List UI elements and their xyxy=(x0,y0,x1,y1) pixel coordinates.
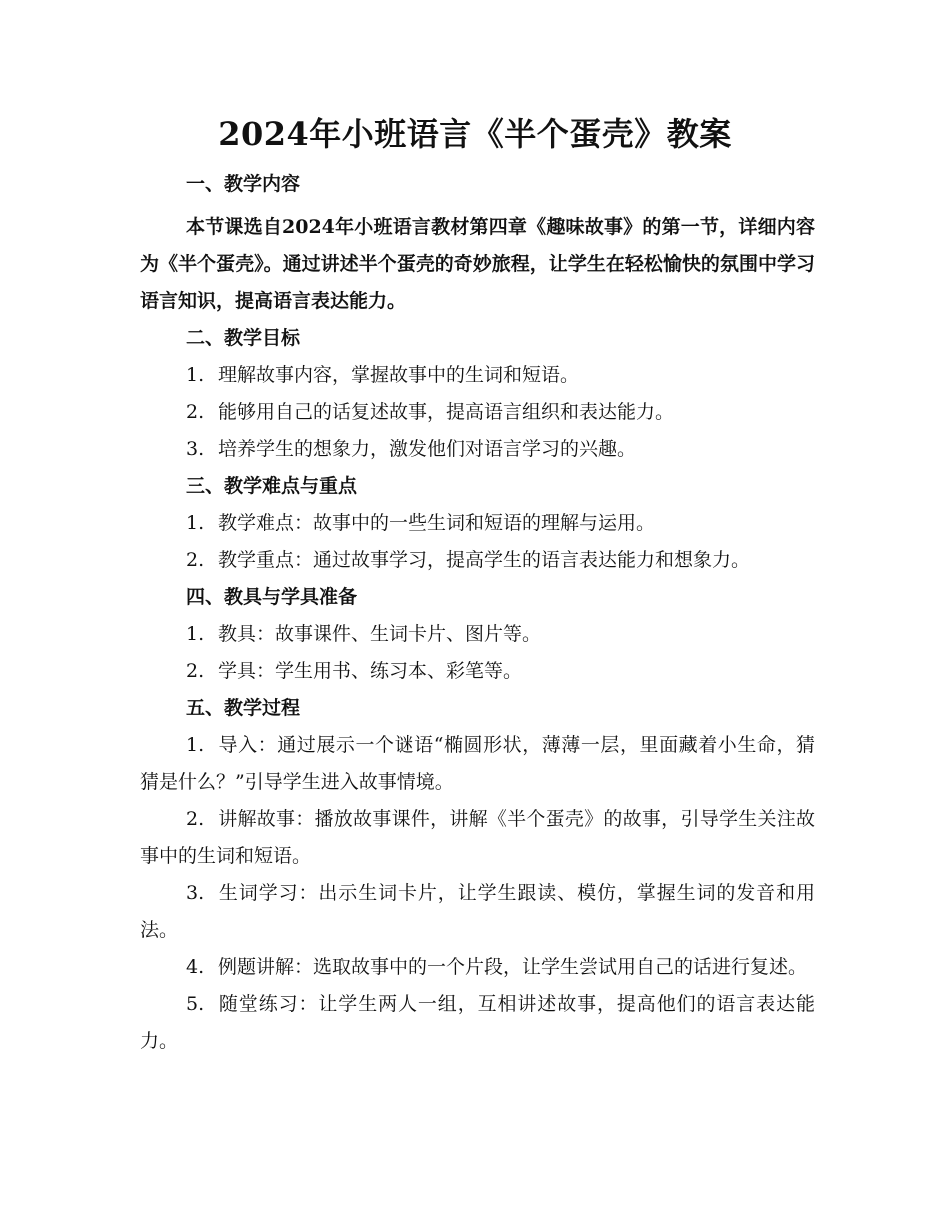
list-text: 理解故事内容，掌握故事中的生词和短语。 xyxy=(218,364,580,386)
list-number: 3. xyxy=(186,882,205,904)
list-number: 5. xyxy=(186,993,205,1015)
list-text: 随堂练习：让学生两人一组，互相讲述故事，提高他们的语言表达能力。 xyxy=(140,993,815,1052)
section-heading: 三、教学难点与重点 xyxy=(186,475,358,497)
list-text: 能够用自己的话复述故事，提高语言组织和表达能力。 xyxy=(218,401,675,423)
list-number: 1. xyxy=(186,623,205,645)
list-text: 例题讲解：选取故事中的一个片段，让学生尝试用自己的话进行复述。 xyxy=(218,956,808,978)
list-text: 导入：通过展示一个谜语“椭圆形状，薄薄一层，里面藏着小生命，猜猜是什么？”引导学生进入故事情境。 xyxy=(140,734,815,793)
process-step xyxy=(140,801,815,875)
section-heading: 五、教学过程 xyxy=(186,697,301,719)
list-text: 教学重点：通过故事学习，提高学生的语言表达能力和想象力。 xyxy=(218,549,751,571)
process-step xyxy=(140,986,815,1060)
list-text: 学具：学生用书、练习本、彩笔等。 xyxy=(218,660,523,682)
document-body xyxy=(140,166,815,1060)
list-number: 1. xyxy=(186,734,205,756)
list-number: 3. xyxy=(186,438,205,460)
section-materials xyxy=(140,579,815,690)
list-item xyxy=(140,431,815,468)
list-item xyxy=(140,357,815,394)
list-number: 4. xyxy=(186,956,205,978)
list-item xyxy=(140,394,815,431)
list-text: 生词学习：出示生词卡片，让学生跟读、模仿，掌握生词的发音和用法。 xyxy=(140,882,815,941)
section-paragraph: 本节课选自2024年小班语言教材第四章《趣味故事》的第一节，详细内容为《半个蛋壳》。通过讲述半个蛋壳的奇妙旅程，让学生在轻松愉快的氛围中学习语言知识，提高语言表达能力。 xyxy=(140,216,815,312)
list-text: 教具：故事课件、生词卡片、图片等。 xyxy=(218,623,542,645)
process-step xyxy=(140,727,815,801)
list-number: 2. xyxy=(186,549,205,571)
section-heading: 二、教学目标 xyxy=(186,327,301,349)
section-difficulties xyxy=(140,468,815,579)
list-text: 教学难点：故事中的一些生词和短语的理解与运用。 xyxy=(218,512,656,534)
process-step xyxy=(140,875,815,949)
list-item xyxy=(140,505,815,542)
list-item xyxy=(140,616,815,653)
section-teaching-content xyxy=(140,166,815,320)
document-title: 2024年小班语言《半个蛋壳》教案 xyxy=(218,115,732,153)
process-step xyxy=(140,949,815,986)
section-heading: 四、教具与学具准备 xyxy=(186,586,358,608)
list-number: 1. xyxy=(186,364,205,386)
section-teaching-goals xyxy=(140,320,815,468)
list-item xyxy=(140,542,815,579)
list-number: 2. xyxy=(186,401,205,423)
section-process xyxy=(140,690,815,1060)
list-text: 讲解故事：播放故事课件，讲解《半个蛋壳》的故事，引导学生关注故事中的生词和短语。 xyxy=(140,808,815,867)
list-text: 培养学生的想象力，激发他们对语言学习的兴趣。 xyxy=(218,438,637,460)
list-number: 1. xyxy=(186,512,205,534)
section-heading: 一、教学内容 xyxy=(186,173,301,195)
list-item xyxy=(140,653,815,690)
list-number: 2. xyxy=(186,660,205,682)
list-number: 2. xyxy=(186,808,205,830)
